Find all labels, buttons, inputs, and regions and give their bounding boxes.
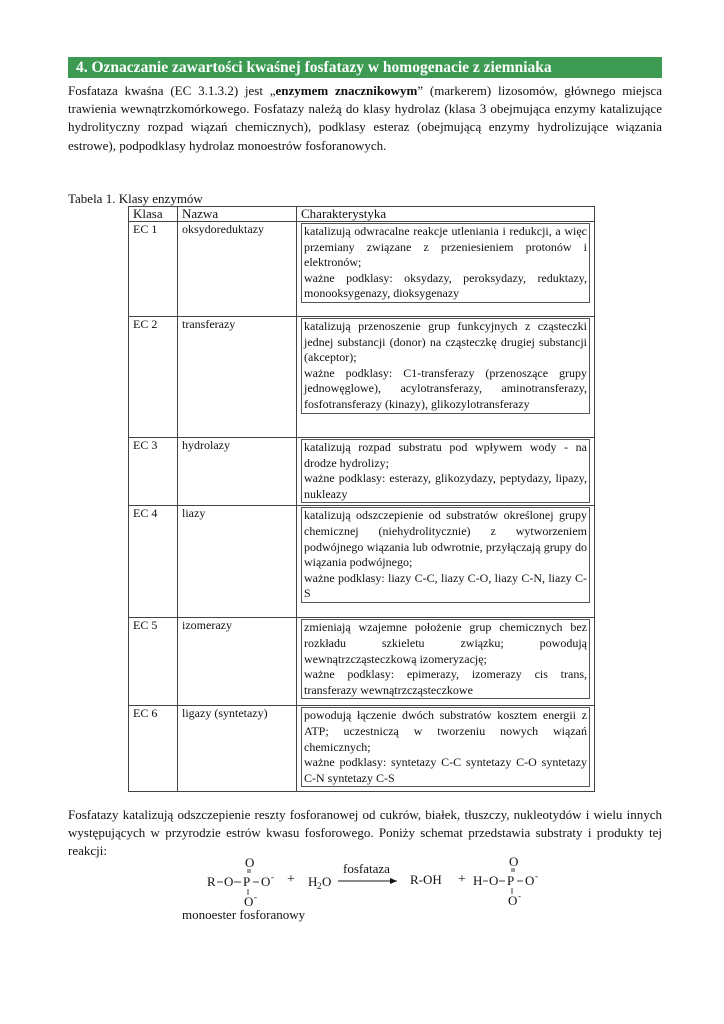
product-alcohol: R-OH	[410, 872, 442, 887]
water-o: O	[322, 874, 332, 889]
charge-minus: -	[535, 871, 538, 881]
cell-charakterystyka	[297, 222, 595, 317]
intro-paragraph	[68, 82, 662, 155]
substrate-p: P	[243, 874, 251, 889]
cell-charakterystyka	[297, 706, 595, 792]
table-caption: Tabela 1. Klasy enzymów	[68, 191, 203, 206]
cell-nazwa: transferazy	[178, 317, 297, 438]
cell-klasa: EC 6	[129, 706, 178, 792]
cell-nazwa: liazy	[178, 506, 297, 618]
outro-paragraph	[68, 806, 662, 861]
reaction-scheme	[175, 855, 575, 925]
cell-klasa: EC 2	[129, 317, 178, 438]
product-o-left: O	[489, 873, 499, 888]
reaction-arrow-head	[390, 878, 397, 884]
product-h: H	[473, 873, 483, 888]
water	[308, 874, 331, 891]
water-sub: 2	[317, 881, 322, 891]
water-h: H	[308, 874, 318, 889]
char-text: powodują łączenie dwóch substratów kosztem energii z ATP; uczestniczą w tworzeniu nowych wiązań chemicznych;	[304, 708, 587, 754]
product-o-top: O	[509, 855, 519, 869]
header-charakterystyka: Charakterystyka	[297, 207, 595, 222]
cell-klasa: EC 1	[129, 222, 178, 317]
table-header-row	[129, 207, 595, 222]
table-row	[129, 506, 595, 618]
enzyme-label: fosfataza	[343, 861, 390, 876]
substrate-o-right: O	[261, 874, 271, 889]
cell-nazwa: hydrolazy	[178, 438, 297, 506]
char-subclasses: ważne podklasy: syntetazy C-C syntetazy C-O syntetazy C-N syntetazy C-S	[304, 755, 587, 785]
substrate-o-left: O	[224, 874, 234, 889]
char-subclasses: ważne podklasy: oksydazy, peroksydazy, reduktazy, monooksygenazy, dioksygenazy	[304, 270, 587, 301]
cell-charakterystyka	[297, 317, 595, 438]
table-row	[129, 317, 595, 438]
product-o-right: O	[525, 873, 535, 888]
reaction-diagram	[175, 855, 575, 925]
product-p: P	[507, 873, 515, 888]
charge-minus: -	[518, 891, 521, 901]
cell-klasa: EC 5	[129, 618, 178, 706]
cell-nazwa: ligazy (syntetazy)	[178, 706, 297, 792]
char-text: katalizują przenoszenie grup funkcyjnych z cząsteczki jednej substancji (donor) na cząsteczkę drugiej substancji (akceptor);	[304, 319, 587, 365]
char-text: katalizują rozpad substratu pod wpływem wody - na drodze hydrolizy;	[304, 440, 587, 470]
plus-sign: +	[458, 872, 466, 887]
cell-nazwa: izomerazy	[178, 618, 297, 706]
header-nazwa: Nazwa	[178, 207, 297, 222]
cell-charakterystyka	[297, 438, 595, 506]
section-title: 4. Oznaczanie zawartości kwaśnej fosfatazy w homogenacie z ziemniaka	[68, 57, 662, 78]
table-row	[129, 438, 595, 506]
table-row	[129, 222, 595, 317]
table-row	[129, 618, 595, 706]
cell-klasa: EC 4	[129, 506, 178, 618]
substrate-o-top: O	[245, 855, 255, 870]
char-text: katalizują odszczepienie od substratów określonej grupy chemicznej (niehydrolitycznie) z wytworzeniem podwójnego wiązania lub odwrotnie, przyłączają grupy do wiązania podwójnego;	[304, 508, 587, 570]
substrate-label: monoester fosforanowy	[182, 907, 306, 922]
char-text: katalizują odwracalne reakcje utleniania i redukcji, a więc przemiany związane z przeniesieniem protonów i elektronów;	[304, 224, 587, 270]
table-row	[129, 706, 595, 792]
cell-klasa: EC 3	[129, 438, 178, 506]
enzyme-classes-table	[128, 206, 595, 792]
substrate-structure	[207, 855, 274, 909]
cell-charakterystyka	[297, 506, 595, 618]
phosphate-product	[473, 855, 538, 908]
plus-sign: +	[287, 872, 295, 887]
char-subclasses: ważne podklasy: C1-transferazy (przenoszące grupy jednowęglowe), acylotransferazy, aminotransferazy, fosfotransferazy (kinazy), glikozylotransferazy	[304, 365, 587, 411]
charge-minus: -	[271, 872, 274, 882]
cell-charakterystyka	[297, 618, 595, 706]
intro-bold-term: enzymem znacznikowym	[275, 83, 418, 98]
product-o-bottom: O	[508, 893, 518, 908]
header-klasa: Klasa	[129, 207, 178, 222]
substrate-r: R	[207, 874, 216, 889]
char-subclasses: ważne podklasy: esterazy, glikozydazy, peptydazy, lipazy, nukleazy	[304, 471, 587, 501]
char-subclasses: ważne podklasy: epimerazy, izomerazy cis trans, transferazy wewnątrzcząsteczkowe	[304, 667, 587, 697]
charge-minus: -	[254, 892, 257, 902]
cell-nazwa: oksydoreduktazy	[178, 222, 297, 317]
char-subclasses: ważne podklasy: liazy C-C, liazy C-O, liazy C-N, liazy C-S	[304, 570, 587, 601]
outro-text: Fosfatazy katalizują odszczepienie reszty fosforanowej od cukrów, białek, tłuszczy, nukleotydów i wielu innych występujących w przyrodzie estrów kwasu fosforowego. Poniży schemat przedstawia substraty i produkty tej reakcji:	[68, 807, 662, 859]
substrate-o-bottom: O	[244, 894, 254, 909]
char-text: zmieniają wzajemne położenie grup chemicznych bez rozkładu szkieletu związku; powodują wewnątrzcząsteczkową izomeryzację;	[304, 620, 587, 666]
intro-text-1: Fosfataza kwaśna (EC 3.1.3.2) jest „	[68, 83, 276, 98]
intro-text-2: ” (markerem) lizosomów, głównego miejsca trawienia wewnątrzkomórkowego. Fosfatazy należą do klasy hydrolaz (klasa 3 obejmująca enzymy katalizujące hydrolityczny rozpad wiązań chemicznych), podklasy esteraz (obejmującą enzymy hydrolizujące wiązania estrowe), podpodklasy hydrolaz monoestrów fosforanowych.	[68, 83, 663, 153]
